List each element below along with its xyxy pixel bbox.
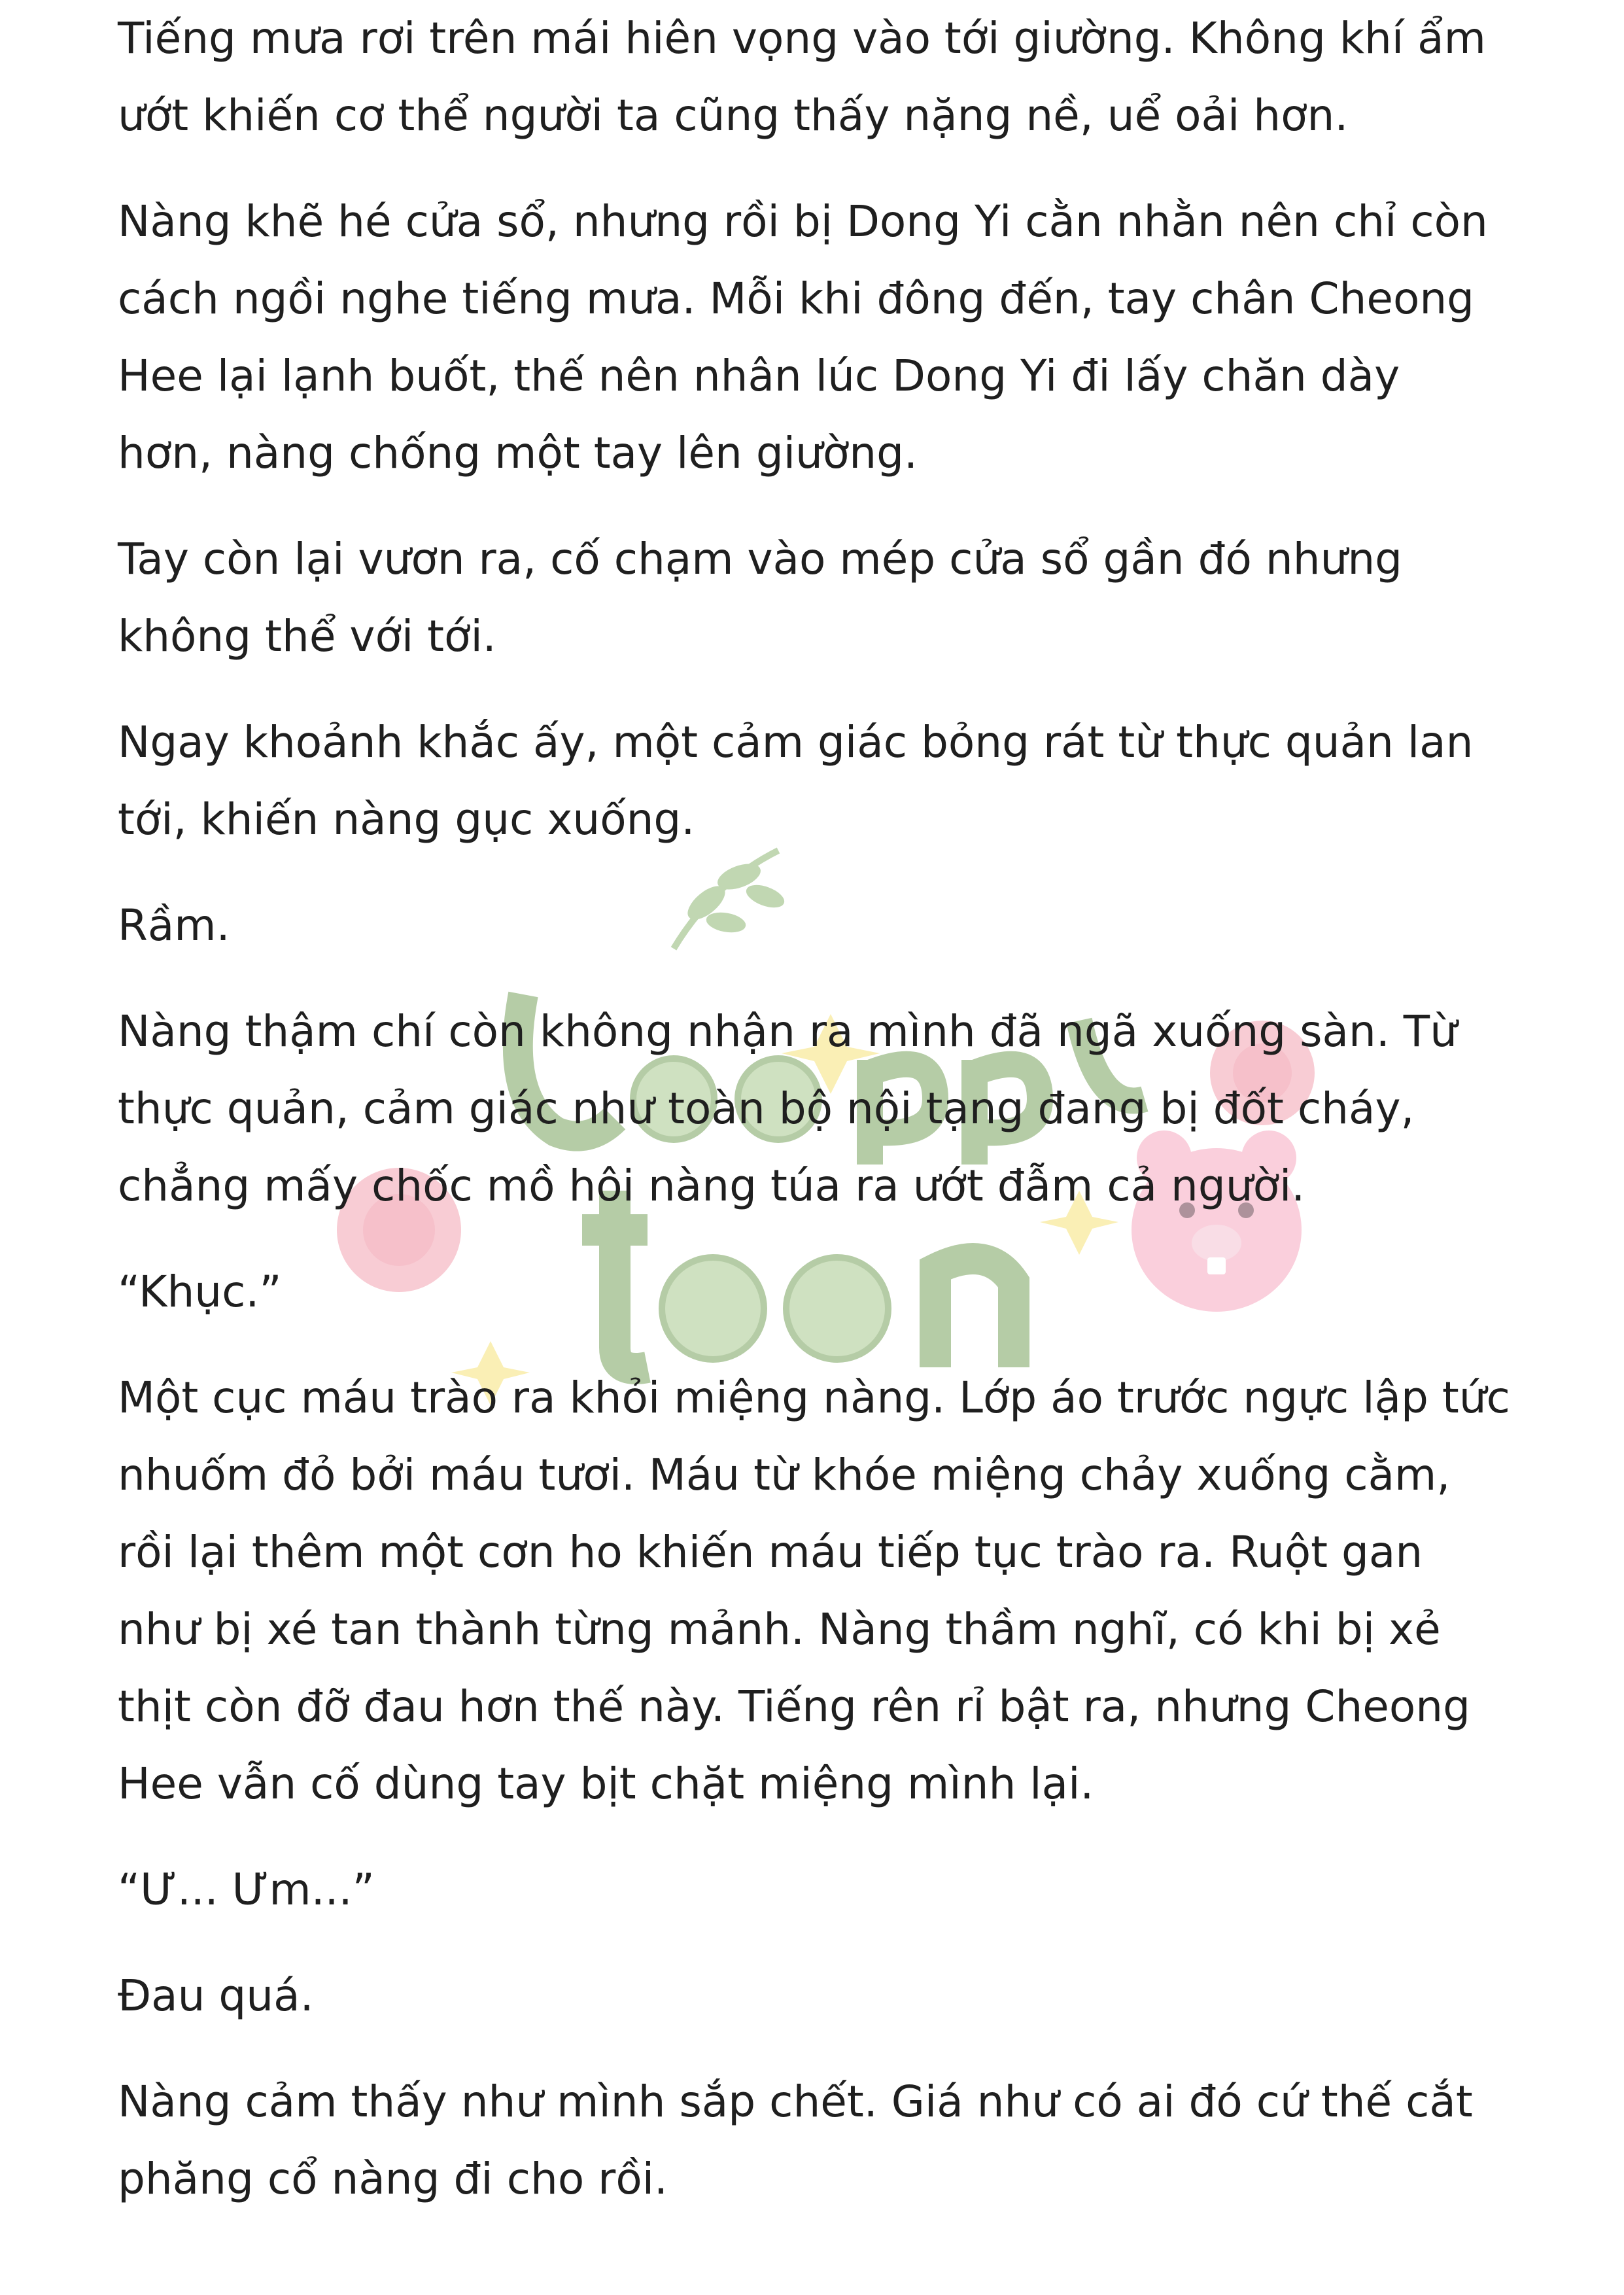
text-line: tới, khiến nàng gục xuống. <box>118 794 695 845</box>
text-line: như bị xé tan thành từng mảnh. Nàng thầm nghĩ, có khi bị xẻ <box>118 1604 1441 1655</box>
text-line: phăng cổ nàng đi cho rồi. <box>118 2154 668 2204</box>
text-line: Rầm. <box>118 900 230 951</box>
paragraph <box>118 1253 1530 1331</box>
paragraph <box>118 1359 1530 1823</box>
text-line: ướt khiến cơ thể người ta cũng thấy nặng nề, uể oải hơn. <box>118 90 1349 141</box>
text-line: Hee lại lạnh buốt, thế nên nhân lúc Dong Yi đi lấy chăn dày <box>118 351 1400 401</box>
text-line: Một cục máu trào ra khỏi miệng nàng. Lớp áo trước ngực lập tức <box>118 1373 1510 1423</box>
paragraph <box>118 1957 1530 2035</box>
paragraph <box>118 887 1530 964</box>
text-line: Nàng khẽ hé cửa sổ, nhưng rồi bị Dong Yi cằn nhằn nên chỉ còn <box>118 196 1488 247</box>
paragraph <box>118 521 1530 675</box>
text-line: rồi lại thêm một cơn ho khiến máu tiếp tục trào ra. Ruột gan <box>118 1527 1423 1577</box>
paragraph <box>118 2063 1530 2218</box>
text-line: không thể với tới. <box>118 611 496 661</box>
paragraph <box>118 183 1530 492</box>
text-line: hơn, nàng chống một tay lên giường. <box>118 428 918 478</box>
paragraph <box>118 1851 1530 1929</box>
paragraph <box>118 704 1530 858</box>
text-line: thịt còn đỡ đau hơn thế này. Tiếng rên rỉ bật ra, nhưng Cheong <box>118 1681 1471 1732</box>
text-line: chẳng mấy chốc mồ hôi nàng túa ra ướt đẫm cả người. <box>118 1161 1305 1211</box>
text-line: Tay còn lại vươn ra, cố chạm vào mép cửa sổ gần đó nhưng <box>118 534 1403 584</box>
text-line: “Khục.” <box>118 1267 282 1317</box>
text-line: “Ư... Ưm...” <box>118 1865 375 1915</box>
text-line: Đau quá. <box>118 1971 314 2021</box>
text-line: Hee vẫn cố dùng tay bịt chặt miệng mình lại. <box>118 1759 1094 1809</box>
text-line: nhuốm đỏ bởi máu tươi. Máu từ khóe miệng chảy xuống cằm, <box>118 1450 1451 1500</box>
text-line: thực quản, cảm giác như toàn bộ nội tạng đang bị đốt cháy, <box>118 1083 1415 1134</box>
text-line: Tiếng mưa rơi trên mái hiên vọng vào tới giường. Không khí ẩm <box>118 13 1486 63</box>
text-line: Nàng cảm thấy như mình sắp chết. Giá như có ai đó cứ thế cắt <box>118 2076 1473 2127</box>
paragraph <box>118 0 1530 154</box>
text-line: Ngay khoảnh khắc ấy, một cảm giác bỏng rát từ thực quản lan <box>118 717 1474 767</box>
document-body <box>118 0 1530 2247</box>
text-line: Nàng thậm chí còn không nhận ra mình đã ngã xuống sàn. Từ <box>118 1006 1457 1057</box>
text-line: cách ngồi nghe tiếng mưa. Mỗi khi đông đến, tay chân Cheong <box>118 273 1475 324</box>
paragraph <box>118 993 1530 1225</box>
